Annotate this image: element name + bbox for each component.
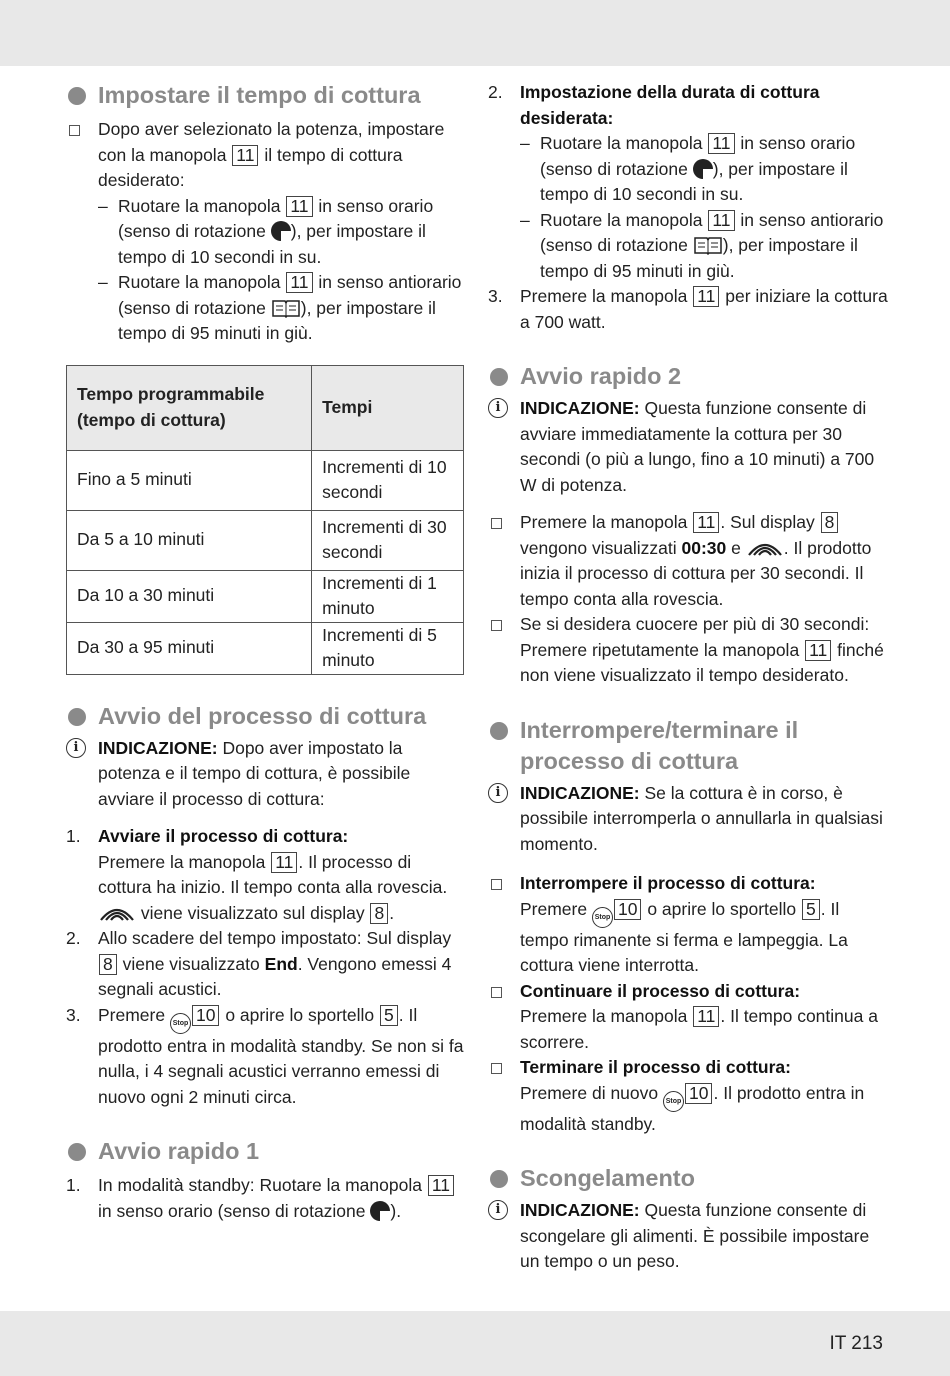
stop-icon: Stop: [592, 907, 613, 928]
key-ref: 11: [286, 272, 312, 293]
cooking-waves-icon: [746, 539, 784, 557]
clockwise-icon: [271, 221, 291, 241]
table-row: Fino a 5 minuti Incrementi di 10 secondi: [67, 450, 464, 510]
right-column: [488, 80, 888, 1275]
key-ref: 8: [370, 903, 388, 924]
stop-icon: Stop: [170, 1013, 191, 1034]
bullet-dot-icon: [68, 1143, 86, 1161]
key-ref: 10: [614, 899, 641, 920]
info-icon: i: [488, 1200, 508, 1220]
key-ref: 11: [232, 145, 258, 166]
key-ref: 11: [708, 210, 734, 231]
key-ref: 5: [380, 1005, 398, 1026]
key-ref: 5: [802, 899, 820, 920]
table-header: Tempo programmabile (tempo di cottura): [67, 365, 312, 450]
bullet-dot-icon: [68, 708, 86, 726]
left-column: [66, 80, 464, 1224]
info-note: i INDICAZIONE: Se la cottura è in corso, è possibile interromperla o annullarla in qualsiasi momento.: [488, 781, 888, 858]
checkbox-icon: [491, 620, 502, 631]
footer-band: [0, 1311, 950, 1376]
anticlockwise-icon: [693, 235, 723, 255]
section-title: Avvio rapido 2: [488, 361, 888, 392]
bullet-dot-icon: [68, 87, 86, 105]
info-icon: i: [488, 398, 508, 418]
checkbox-item: Interrompere il processo di cottura: Premere Stop 10 o aprire lo sportello 5 . Il tempo rimanente si ferma e lampeggia. La cottura viene interrotta.: [488, 871, 888, 979]
key-ref: 11: [428, 1175, 454, 1196]
checkbox-icon: [69, 125, 80, 136]
dash-item: – Ruotare la manopola 11 in senso antiorario (senso di rotazione ), per impostare il tempo di 95 minuti in giù.: [520, 209, 884, 281]
info-icon: i: [488, 783, 508, 803]
key-ref: 11: [271, 852, 297, 873]
list-item: 2. Impostazione della durata di cottura desiderata:: [488, 82, 820, 128]
checkbox-icon: [491, 987, 502, 998]
key-ref: 10: [685, 1083, 712, 1104]
clockwise-icon: [370, 1201, 390, 1221]
dash-item: – Ruotare la manopola 11 in senso antiorario (senso di rotazione ), per impostare il tempo di 95 minuti in giù.: [98, 272, 462, 343]
checkbox-item: Se si desidera cuocere per più di 30 secondi: Premere ripetutamente la manopola 11 finché non viene visualizzato il tempo desiderato.: [488, 612, 888, 689]
checkbox-item: Continuare il processo di cottura: Premere la manopola 11 . Il tempo continua a scorrere.: [488, 979, 888, 1056]
key-ref: 8: [821, 512, 839, 533]
key-ref: 11: [708, 133, 734, 154]
section-title: Interrompere/terminare il processo di cottura: [488, 715, 888, 777]
section-title: Avvio rapido 1: [66, 1136, 464, 1167]
info-note: i INDICAZIONE: Questa funzione consente di avviare immediatamente la cottura per 30 secondi (o più a lungo, fino a 10 minuti) a 700 W di potenza.: [488, 396, 888, 498]
list-item: 3. Premere la manopola 11 per iniziare la cottura a 700 watt.: [488, 286, 888, 332]
stop-icon: Stop: [663, 1091, 684, 1112]
checkbox-item: Terminare il processo di cottura: Premere di nuovo Stop 10 . Il prodotto entra in modalità standby.: [488, 1055, 888, 1137]
bullet-dot-icon: [490, 368, 508, 386]
cooking-waves-icon: [98, 904, 136, 922]
section-title: Avvio del processo di cottura: [66, 701, 464, 732]
section-title: Impostare il tempo di cottura: [66, 80, 464, 111]
info-note: i INDICAZIONE: Dopo aver impostato la potenza e il tempo di cottura, è possibile avviare il processo di cottura:: [66, 736, 464, 813]
time-table: [66, 365, 464, 675]
anticlockwise-icon: [271, 298, 301, 318]
checkbox-icon: [491, 879, 502, 890]
checkbox-item: Premere la manopola 11 . Sul display 8 vengono visualizzati 00:30 e . Il prodotto inizia il processo di cottura per 30 secondi. Il tempo conta alla rovescia.: [488, 510, 888, 612]
page-number: IT 213: [829, 1333, 883, 1354]
table-row: Da 10 a 30 minuti Incrementi di 1 minuto: [67, 570, 464, 622]
table-row: Da 5 a 10 minuti Incrementi di 30 secondi: [67, 510, 464, 570]
list-item: 1. In modalità standby: Ruotare la manopola 11 in senso orario (senso di rotazione ).: [66, 1173, 464, 1224]
section-title: Scongelamento: [488, 1163, 888, 1194]
dash-item: – Ruotare la manopola 11 in senso orario (senso di rotazione ), per impostare il tempo di 10 secondi in su.: [98, 195, 434, 267]
table-header: Tempi: [312, 365, 464, 450]
info-note: i INDICAZIONE: Questa funzione consente di scongelare gli alimenti. È possibile impostare un tempo o un peso.: [488, 1198, 888, 1275]
clockwise-icon: [693, 159, 713, 179]
list-item: 3. Premere Stop 10 o aprire lo sportello 5 . Il prodotto entra in modalità standby. Se non si fa nulla, i 4 segnali acustici verranno emessi di nuovo ogni 2 minuti circa.: [66, 1004, 464, 1107]
header-band: [0, 0, 950, 66]
checkbox-icon: [491, 1063, 502, 1074]
checkbox-item: Dopo aver selezionato la potenza, impostare con la manopola 11 il tempo di cottura desiderato:: [66, 117, 464, 194]
dash-item: – Ruotare la manopola 11 in senso orario (senso di rotazione ), per impostare il tempo di 10 secondi in su.: [520, 133, 856, 204]
bullet-dot-icon: [490, 722, 508, 740]
key-ref: 10: [192, 1005, 219, 1026]
key-ref: 8: [99, 954, 117, 975]
list-item: 2. Allo scadere del tempo impostato: Sul display 8 viene visualizzato End. Vengono emessi 4 segnali acustici.: [66, 928, 452, 999]
key-ref: 11: [693, 512, 719, 533]
key-ref: 11: [693, 286, 719, 307]
key-ref: 11: [693, 1006, 719, 1027]
checkbox-icon: [491, 518, 502, 529]
info-icon: i: [66, 738, 86, 758]
bullet-dot-icon: [490, 1170, 508, 1188]
list-item: 1. Avviare il processo di cottura: Premere la manopola 11 . Il processo di cottura ha inizio. Il tempo conta alla rovescia. viene visualizzato sul display 8 .: [66, 826, 448, 923]
key-ref: 11: [805, 640, 831, 661]
key-ref: 11: [286, 196, 312, 217]
table-row: Da 30 a 95 minuti Incrementi di 5 minuto: [67, 622, 464, 674]
